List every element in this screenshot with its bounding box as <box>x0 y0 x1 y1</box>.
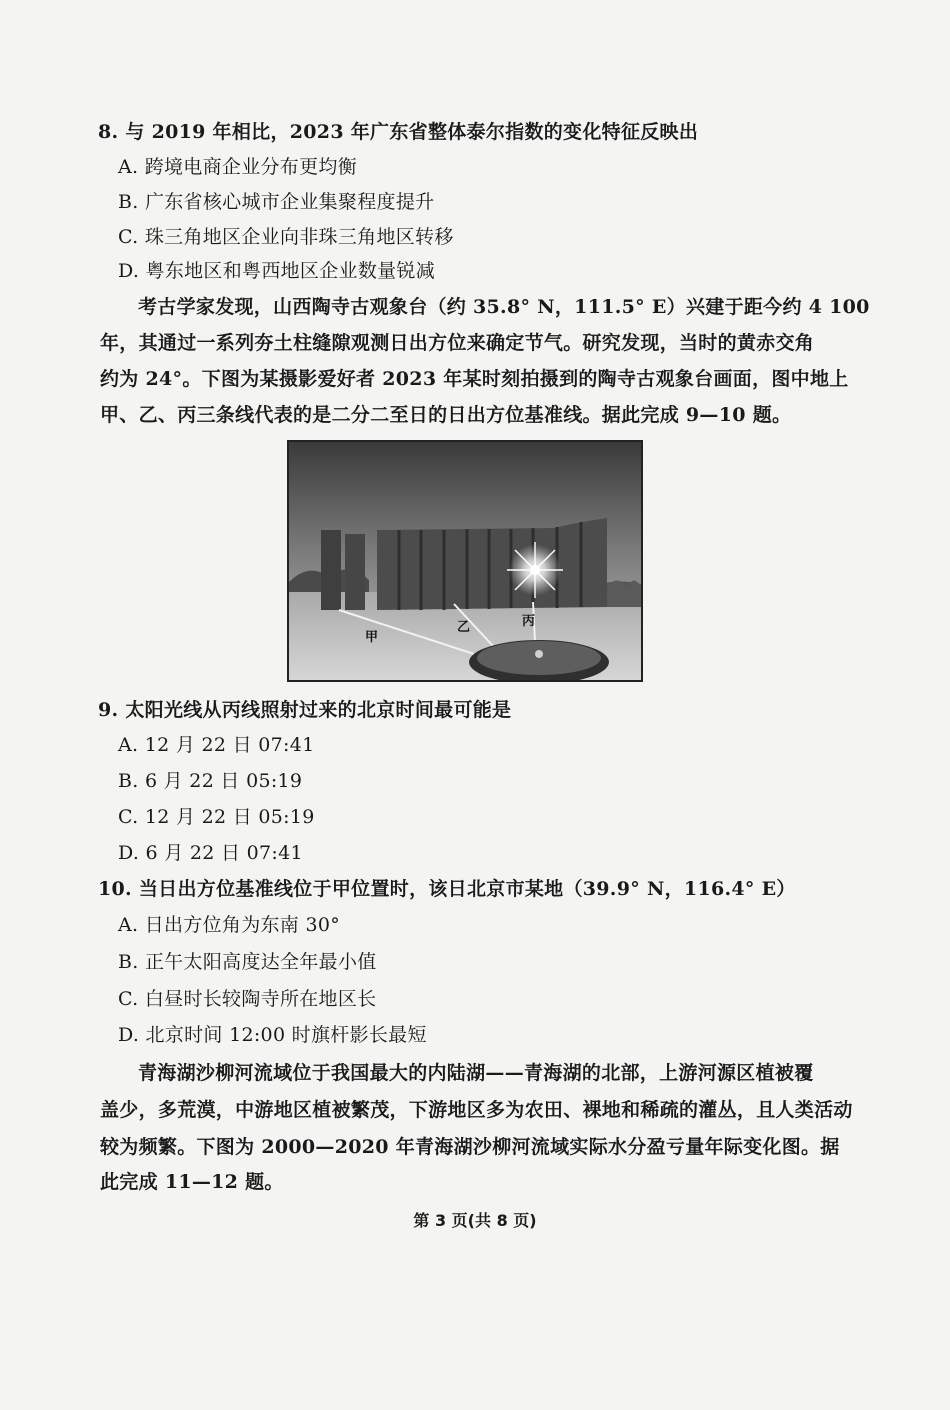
question-8-option-d: D. 粤东地区和粤西地区企业数量锐减 <box>118 260 436 282</box>
question-8-option-c: C. 珠三角地区企业向非珠三角地区转移 <box>118 226 454 248</box>
question-9-option-d: D. 6 月 22 日 07:41 <box>118 842 303 864</box>
passage-2-line-3: 较为频繁。下图为 2000—2020 年青海湖沙柳河流域实际水分盈亏量年际变化图。据 <box>100 1136 840 1158</box>
passage-1-line-1: 考古学家发现，山西陶寺古观象台（约 35.8° N，111.5° E）兴建于距今约 4 100 <box>138 296 870 318</box>
passage-2-line-1: 青海湖沙柳河流域位于我国最大的内陆湖——青海湖的北部，上游河源区植被覆 <box>138 1062 814 1084</box>
question-10-option-d: D. 北京时间 12:00 时旗杆影长最短 <box>118 1024 427 1046</box>
question-9-option-a: A. 12 月 22 日 07:41 <box>118 734 315 756</box>
pillar <box>345 534 365 610</box>
question-9-stem: 9. 太阳光线从丙线照射过来的北京时间最可能是 <box>98 699 512 721</box>
passage-2-line-4: 此完成 11—12 题。 <box>100 1171 284 1193</box>
center-marker <box>535 650 543 658</box>
label-bing: 丙 <box>522 614 536 629</box>
label-yi: 乙 <box>457 620 471 635</box>
page-footer: 第 3 页(共 8 页) <box>413 1211 537 1230</box>
passage-1-line-4: 甲、乙、丙三条线代表的是二分二至日的日出方位基准线。据此完成 9—10 题。 <box>100 404 792 426</box>
right-arches <box>607 581 641 608</box>
question-10-option-b: B. 正午太阳高度达全年最小值 <box>118 951 377 973</box>
question-8-option-b: B. 广东省核心城市企业集聚程度提升 <box>118 191 435 213</box>
question-10-stem: 10. 当日出方位基准线位于甲位置时，该日北京市某地（39.9° N，116.4° E） <box>98 878 796 900</box>
sun <box>530 565 540 575</box>
passage-1-line-2: 年，其通过一系列夯土柱缝隙观测日出方位来确定节气。研究发现，当时的黄赤交角 <box>100 332 815 354</box>
pillar <box>321 530 341 610</box>
question-8-stem: 8. 与 2019 年相比，2023 年广东省整体泰尔指数的变化特征反映出 <box>98 121 699 143</box>
label-jia: 甲 <box>365 630 379 645</box>
question-9-option-b: B. 6 月 22 日 05:19 <box>118 770 303 792</box>
question-10-option-a: A. 日出方位角为东南 30° <box>118 914 341 936</box>
observatory-photo <box>287 440 643 682</box>
question-8-option-a: A. 跨境电商企业分布更均衡 <box>118 156 358 178</box>
observatory-photo-illustration <box>289 442 641 680</box>
passage-1-line-3: 约为 24°。下图为某摄影爱好者 2023 年某时刻拍摄到的陶寺古观象台画面，图中地上 <box>100 368 849 390</box>
question-10-option-c: C. 白昼时长较陶寺所在地区长 <box>118 988 377 1010</box>
observation-wall <box>377 518 607 610</box>
passage-2-line-2: 盖少，多荒漠，中游地区植被繁茂，下游地区多为农田、裸地和稀疏的灌丛，且人类活动 <box>100 1099 853 1121</box>
question-9-option-c: C. 12 月 22 日 05:19 <box>118 806 315 828</box>
